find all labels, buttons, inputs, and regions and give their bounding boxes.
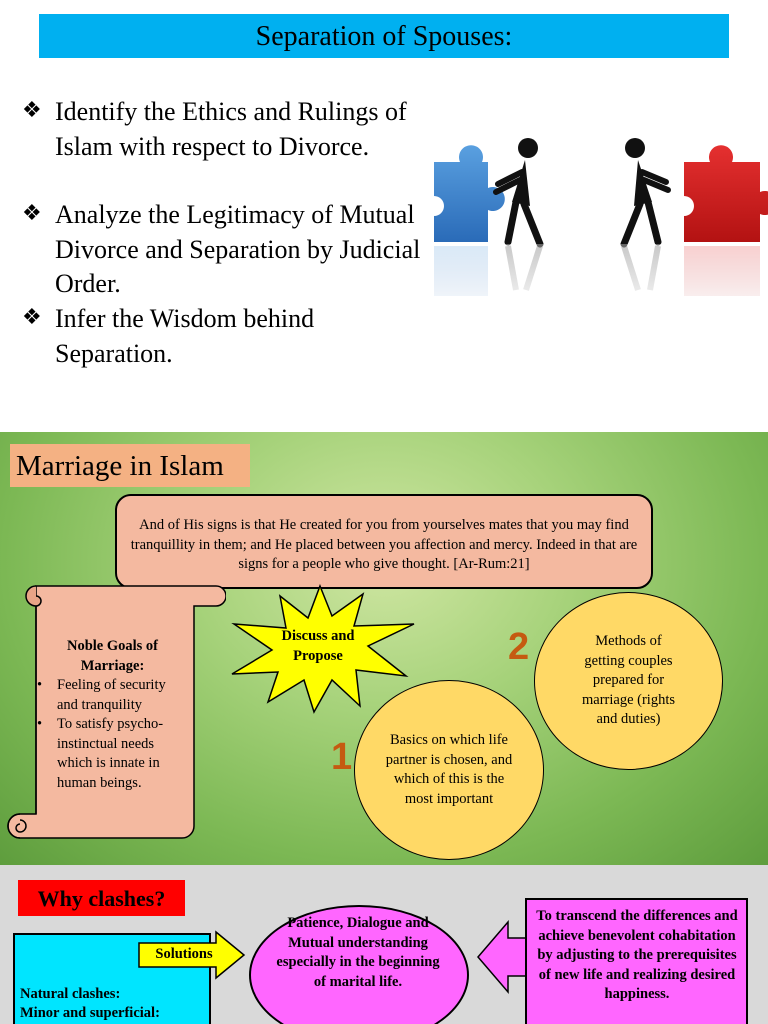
slide-why-clashes — [0, 865, 768, 1024]
slide-marriage-in-islam — [0, 432, 768, 865]
diamond-bullet-icon: ❖ — [22, 200, 42, 225]
goals-heading: Noble Goals of Marriage: — [66, 638, 159, 674]
patience-text: Patience, Dialogue and Mutual understanding especially in the beginning of marital life. — [276, 915, 440, 990]
basics-circle — [354, 680, 544, 860]
diamond-bullet-icon: ❖ — [22, 304, 42, 329]
slide-separation-of-spouses — [0, 0, 768, 432]
slide-title: Separation of Spouses: — [39, 14, 729, 58]
objective-item — [22, 302, 422, 371]
diamond-bullet-icon: ❖ — [22, 97, 42, 122]
clashes-line: Minor and superficial: — [20, 1005, 160, 1021]
slide-title: Marriage in Islam — [10, 444, 250, 487]
puzzle-people-icon — [430, 120, 768, 320]
methods-text: Methods of getting couples prepared for marriage (rights and duties) — [581, 633, 675, 728]
noble-goals-list — [35, 637, 190, 793]
slide-title: Why clashes? — [18, 880, 185, 916]
solutions-label: Solutions — [155, 946, 213, 962]
objective-text: Identify the Ethics and Rulings of Islam with respect to Divorce. — [55, 97, 407, 161]
basics-text: Basics on which life partner is chosen, and which of this is the most important — [385, 732, 513, 807]
objective-item — [22, 198, 422, 302]
goal-item: • To satisfy psycho-instinctual needs which is innate in human beings. — [57, 715, 190, 793]
quran-verse-box: And of His signs is that He created for you from yourselves mates that you may find tranquillity in them; and He placed between you affection and mercy. Indeed in that are signs for a people who give thought. [Ar-Rum:21] — [115, 494, 653, 589]
clashes-line: Natural clashes: — [20, 986, 121, 1002]
item-number-2: 2 — [508, 626, 530, 668]
objective-item — [22, 95, 422, 164]
goal-item: • Feeling of security and tranquility — [57, 676, 190, 715]
methods-circle — [534, 592, 723, 770]
item-number-1: 1 — [331, 736, 353, 778]
transcend-text: To transcend the differences and achieve benevolent cohabitation by adjusting to the prerequisites of new life and realizing desired happiness. — [536, 908, 738, 1002]
natural-clashes-text — [20, 985, 210, 1023]
objective-text: Infer the Wisdom behind Separation. — [55, 304, 315, 368]
discuss-propose-label: Discuss and Propose — [281, 628, 355, 664]
objective-text: Analyze the Legitimacy of Mutual Divorce and Separation by Judicial Order. — [55, 200, 421, 298]
